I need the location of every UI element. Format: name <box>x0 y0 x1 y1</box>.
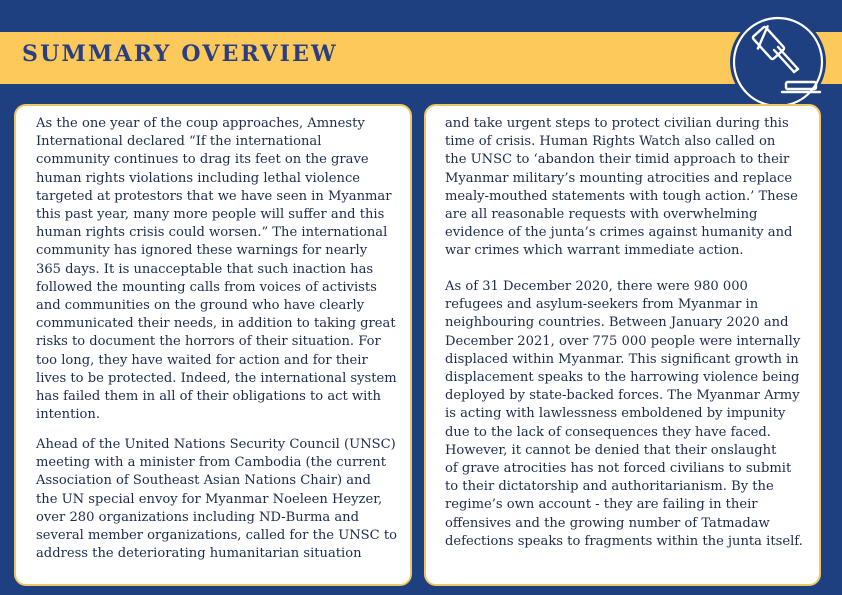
left-paragraph-1: As the one year of the coup approaches, Amnesty International declared “If the international community continues to drag its feet on the grave human rights violations including lethal violence targeted at protestors that we have seen in Myanmar this past year, many more people will suffer and this human rights crisis could worsen.” The international community has ignored these warnings for nearly 365 days. It is unacceptable that such inaction has followed the mounting calls from voices of activists and communities on the ground who have clearly communicated their needs, in addition to taking great risks to document the horrors of their situation. For too long, they have waited for action and for their lives to be protected. Indeed, the international system has failed them in all of their obligations to act with intention. <box>36 116 397 423</box>
right-text-card <box>424 104 821 586</box>
left-paragraph-2: Ahead of the United Nations Security Council (UNSC) meeting with a minister from Cambodia (the current Association of Southeast Asian Nations Chair) and the UN special envoy for Myanmar Noeleen Heyzer, over 280 organizations including ND-Burma and several member organizations, called for the UNSC to address the deteriorating humanitarian situation <box>36 437 397 562</box>
gavel-icon <box>730 14 826 110</box>
right-paragraph-1: and take urgent steps to protect civilian during this time of crisis. Human Rights Watch also called on the UNSC to ‘abandon their timid approach to their Myanmar military’s mounting atrocities and replace mealy-mouthed statements with tough action.’ These are all reasonable requests with overwhelming evidence of the junta’s crimes against humanity and war crimes which warrant immediate action. <box>445 116 798 259</box>
gavel-badge <box>730 14 826 110</box>
header-banner <box>0 32 842 84</box>
page-title: SUMMARY OVERVIEW <box>22 41 338 67</box>
right-paragraph-2: As of 31 December 2020, there were 980 000 refugees and asylum-seekers from Myanmar in neighbouring countries. Between January 2020 and December 2021, over 775 000 people were internally displaced within Myanmar. This significant growth in displacement speaks to the harrowing violence being deployed by state-backed forces. The Myanmar Army is acting with lawlessness emboldened by impunity due to the lack of consequences they have faced. However, it cannot be denied that their onslaught of grave atrocities has not forced civilians to submit to their dictatorship and authoritarianism. By the regime’s own account - they are failing in their offensives and the growing number of Tatmadaw defections speaks to fragments within the junta itself. <box>445 279 803 549</box>
left-text-card <box>14 104 412 586</box>
